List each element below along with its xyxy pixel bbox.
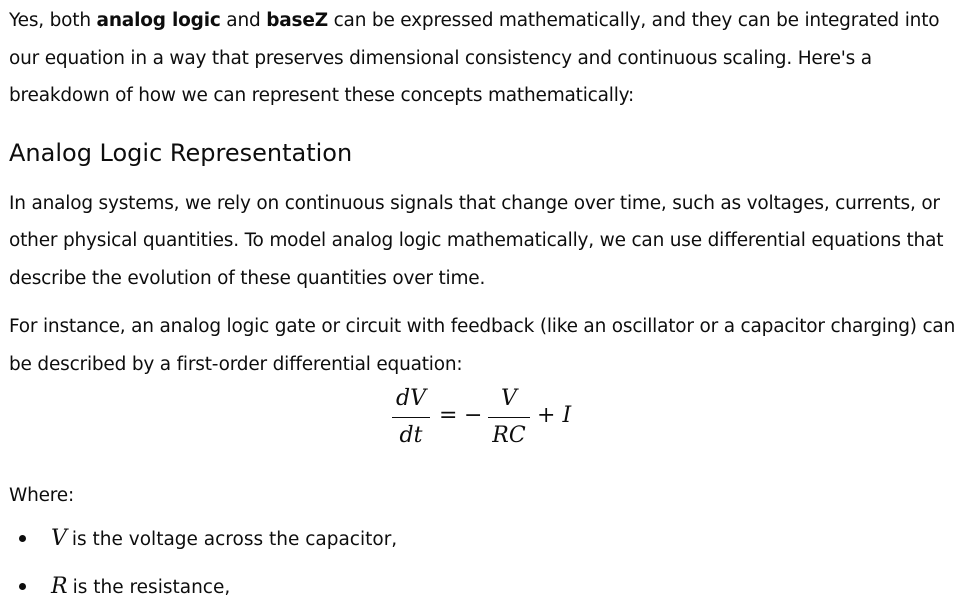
intro-bold-basez: baseZ: [266, 10, 328, 31]
rhs-numerator-text: V: [501, 386, 517, 411]
rhs-denominator: [488, 422, 530, 450]
analog-systems-paragraph: In analog systems, we rely on continuous signals that change over time, such as voltages, currents, or other physical quantities. To model analog logic mathematically, we can use differential equations that describe the evolution of these quantities over time.: [9, 192, 944, 289]
equals-sign: =: [439, 403, 458, 428]
lhs-fraction: [392, 385, 430, 450]
intro-text-3: can be expressed mathematically, and they can be integrated into our equation in a way that preserves dimensional consistency and continuous scaling. Here's a breakdown of how we can represent these concepts mathematically:: [9, 10, 940, 106]
section-heading: Analog Logic Representation: [9, 138, 353, 167]
variable-description: is the resistance,: [72, 576, 231, 598]
bullet-dot: [19, 583, 26, 590]
lhs-denominator: [392, 422, 430, 450]
lhs-denominator-text: dt: [399, 423, 423, 448]
where-label: Where:: [9, 485, 75, 506]
minus-sign: −: [464, 403, 483, 428]
lhs-fraction-bar: [392, 417, 430, 418]
first-order-paragraph: For instance, an analog logic gate or circuit with feedback (like an oscillator or a capacitor charging) can be described by a first-order differential equation:: [9, 316, 956, 375]
chat-message-content: [9, 0, 971, 611]
list-item: [9, 515, 971, 563]
bullet-dot: [19, 535, 26, 542]
plus-current-term: [537, 402, 571, 430]
lhs-numerator-text: dV: [396, 386, 426, 411]
intro-text-1: Yes, both: [9, 10, 97, 31]
intro-bold-analog-logic: analog logic: [96, 10, 221, 31]
variable-definition-list: [9, 515, 971, 611]
variable-symbol: R: [51, 573, 68, 599]
current-variable: I: [562, 403, 572, 428]
rhs-numerator: [488, 385, 530, 413]
lhs-numerator: [392, 385, 430, 413]
plus-sign: +: [537, 403, 556, 428]
intro-paragraph: [9, 2, 971, 115]
intro-text-2: and: [220, 10, 267, 31]
rhs-fraction: [488, 385, 530, 450]
rhs-denominator-text: RC: [492, 423, 526, 448]
differential-equation: [9, 383, 971, 477]
list-item: [9, 563, 971, 611]
rhs-fraction-bar: [488, 417, 530, 418]
variable-description: is the voltage across the capacitor,: [71, 528, 398, 550]
variable-symbol: V: [51, 525, 67, 551]
